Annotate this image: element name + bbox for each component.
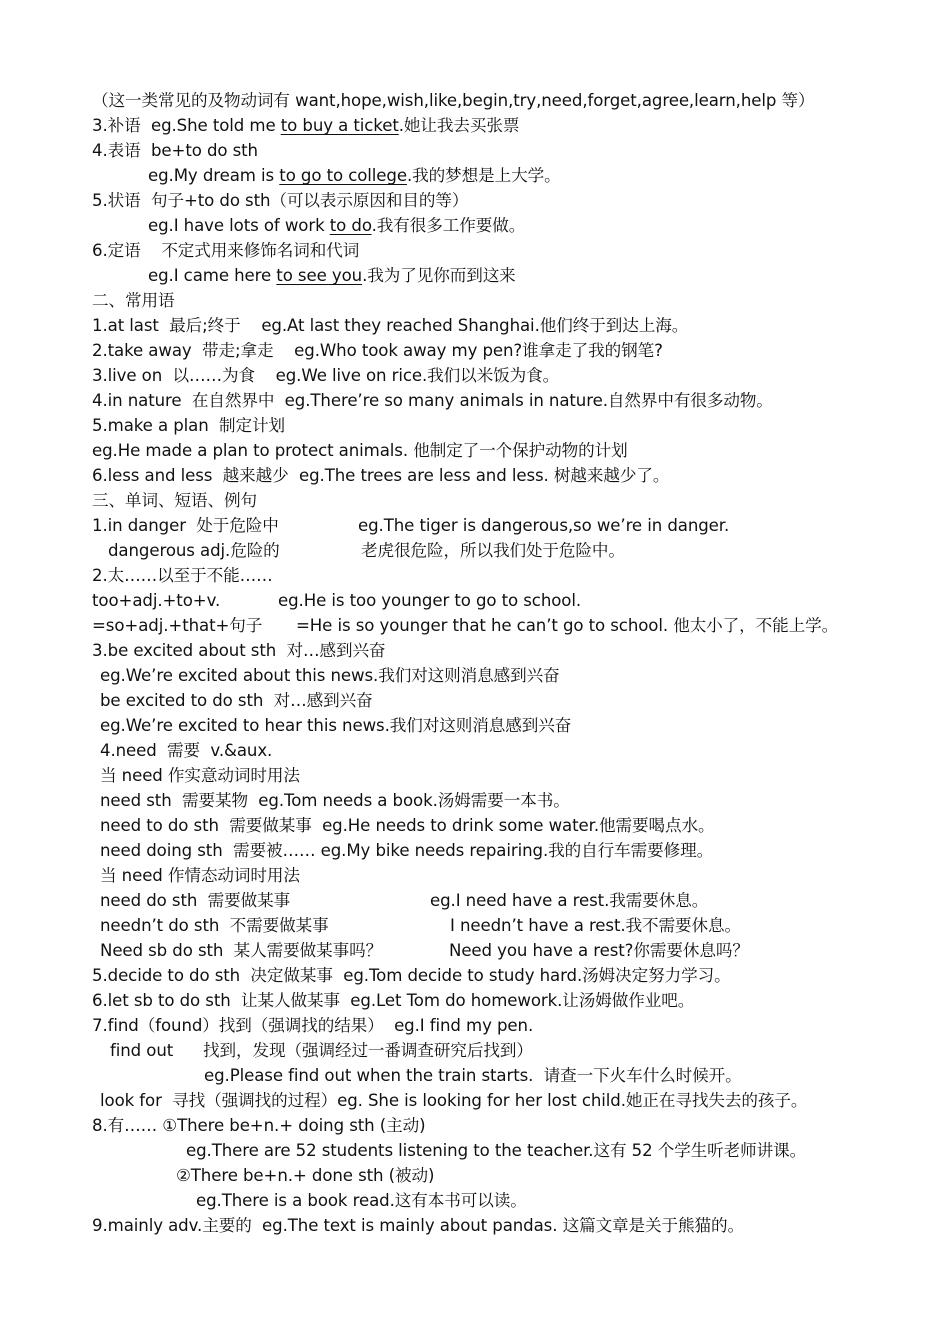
text-line: dangerous adj.危险的: [108, 541, 280, 560]
text-line: eg.I need have a rest.我需要休息。: [430, 891, 709, 910]
text-line: eg.He is too younger to go to school.: [278, 591, 582, 610]
text-line: 4.表语 be+to do sth: [92, 141, 258, 160]
text-line: eg.I have lots of work to do.我有很多工作要做。: [148, 216, 526, 235]
text-line: 6.定语 不定式用来修饰名词和代词: [92, 241, 360, 260]
text-line: needn’t do sth 不需要做某事: [100, 916, 329, 935]
text-line: eg.I came here to see you.我为了见你而到这来: [148, 266, 516, 285]
text-line: 3.be excited about sth 对…感到兴奋: [92, 641, 386, 660]
text-line: need do sth 需要做某事: [100, 891, 291, 910]
text-line: find out: [110, 1041, 174, 1060]
text-line: 9.mainly adv.主要的 eg.The text is mainly about pandas. 这篇文章是关于熊猫的。: [92, 1216, 745, 1235]
text-line: 6.let sb to do sth 让某人做某事 eg.Let Tom do homework.让汤姆做作业吧。: [92, 991, 695, 1010]
text-line: eg.The tiger is dangerous,so we’re in danger.: [358, 516, 730, 535]
text-line: 3.补语 eg.She told me to buy a ticket.她让我去买张票: [92, 116, 520, 135]
text-line: look for 寻找（强调找的过程）eg. She is looking for her lost child.她正在寻找失去的孩子。: [100, 1091, 808, 1110]
text-line: 老虎很危险，所以我们处于危险中。: [361, 541, 625, 560]
text-line: 2.太……以至于不能……: [92, 566, 273, 585]
section-heading: 三、单词、短语、例句: [92, 491, 257, 510]
text-line: 5.make a plan 制定计划: [92, 416, 285, 435]
text-line: 当 need 作实意动词时用法: [100, 766, 300, 785]
text-line: 3.live on 以……为食 eg.We live on rice.我们以米饭为食。: [92, 366, 560, 385]
text-line: 2.take away 带走;拿走 eg.Who took away my pen?谁拿走了我的钢笔?: [92, 341, 663, 360]
text-line: eg.Please find out when the train starts. 请查一下火车什么时候开。: [204, 1066, 742, 1085]
text-line: I needn’t have a rest.我不需要休息。: [450, 916, 741, 935]
text-line: 1.at last 最后;终于 eg.At last they reached Shanghai.他们终于到达上海。: [92, 316, 689, 335]
text-line: =He is so younger that he can’t go to school. 他太小了，不能上学。: [296, 616, 839, 635]
text-line: 8.有…… ①There be+n.+ doing sth (主动): [92, 1116, 426, 1135]
text-line: eg.My dream is to go to college.我的梦想是上大学。: [148, 166, 561, 185]
text-line: =so+adj.+that+句子: [92, 616, 263, 635]
text-line: eg.He made a plan to protect animals. 他制定了一个保护动物的计划: [92, 441, 628, 460]
text-line: 找到，发现（强调经过一番调查研究后找到）: [203, 1041, 533, 1060]
text-line: need to do sth 需要做某事 eg.He needs to drink some water.他需要喝点水。: [100, 816, 715, 835]
text-line: need sth 需要某物 eg.Tom needs a book.汤姆需要一本书。: [100, 791, 570, 810]
text-line: 6.less and less 越来越少 eg.The trees are less and less. 树越来越少了。: [92, 466, 670, 485]
text-line: eg.We’re excited about this news.我们对这则消息感到兴奋: [100, 666, 560, 685]
text-line: 4.in nature 在自然界中 eg.There’re so many animals in nature.自然界中有很多动物。: [92, 391, 773, 410]
text-line: 1.in danger 处于危险中: [92, 516, 279, 535]
text-line: Need you have a rest?你需要休息吗？: [449, 941, 749, 960]
text-line: 当 need 作情态动词时用法: [100, 866, 300, 885]
text-line: too+adj.+to+v.: [92, 591, 221, 610]
section-heading: 二、常用语: [92, 291, 175, 310]
text-line: 5.decide to do sth 决定做某事 eg.Tom decide to study hard.汤姆决定努力学习。: [92, 966, 731, 985]
text-line: eg.There are 52 students listening to the teacher.这有 52 个学生听老师讲课。: [186, 1141, 807, 1160]
text-line: ②There be+n.+ done sth (被动): [176, 1166, 435, 1185]
text-line: 5.状语 句子+to do sth（可以表示原因和目的等）: [92, 191, 469, 210]
text-line: Need sb do sth 某人需要做某事吗？: [100, 941, 383, 960]
text-line: 4.need 需要 v.&aux.: [100, 741, 273, 760]
text-line: eg.There is a book read.这有本书可以读。: [196, 1191, 527, 1210]
text-line: need doing sth 需要被…… eg.My bike needs repairing.我的自行车需要修理。: [100, 841, 714, 860]
text-line: eg.We’re excited to hear this news.我们对这则消息感到兴奋: [100, 716, 572, 735]
text-line: 7.find（found）找到（强调找的结果） eg.I find my pen.: [92, 1016, 534, 1035]
text-line: （这一类常见的及物动词有 want,hope,wish,like,begin,try,need,forget,agree,learn,help 等）: [92, 91, 815, 110]
text-line: be excited to do sth 对…感到兴奋: [100, 691, 373, 710]
